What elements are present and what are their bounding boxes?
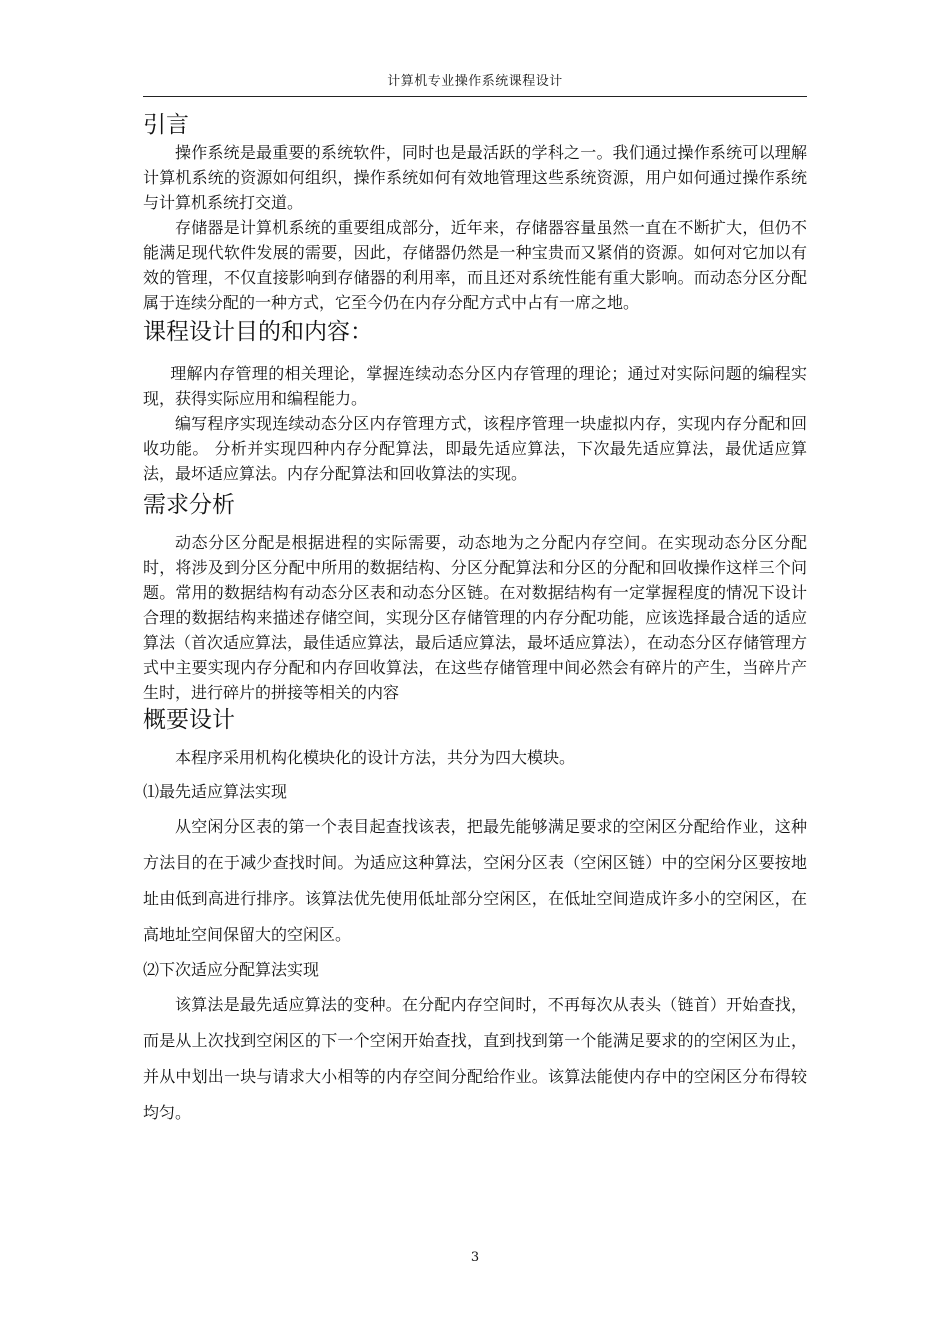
- page-header-title: 计算机专业操作系统课程设计: [387, 74, 563, 89]
- design-paragraph-1: 本程序采用机构化模块化的设计方法，共分为四大模块。: [175, 748, 576, 767]
- heading-goal: 课程设计目的和内容：: [143, 319, 373, 345]
- goal-paragraph-2: 编写程序实现连续动态分区内存管理方式，该程序管理一块虚拟内存，实现内存分配和回收功能。 分析并实现四种内存分配算法，即最先适应算法，下次最先适应算法，最优适应算法，最坏适应算法。内存分配算法和回收算法的实现。: [143, 414, 807, 483]
- design-paragraph-3: 该算法是最先适应算法的变种。在分配内存空间时，不再每次从表头（链首）开始查找，而是从上次找到空闲区的下一个空闲开始查找，直到找到第一个能满足要求的的空闲区为止，并从中划出一块与请求大小相等的内存空间分配给作业。该算法能使内存中的空闲区分布得较均匀。: [143, 995, 807, 1122]
- header-divider: [143, 96, 807, 97]
- document-body: [143, 110, 807, 1131]
- requirements-paragraph: 动态分区分配是根据进程的实际需要，动态地为之分配内存空间。在实现动态分区分配时，将涉及到分区分配中所用的数据结构、分区分配算法和分区的分配和回收操作这样三个问题。常用的数据结构有动态分区表和动态分区链。在对数据结构有一定掌握程度的情况下设计合理的数据结构来描述存储空间，实现分区存储管理的内存分配功能，应该选择最合适的适应算法（首次适应算法，最佳适应算法，最后适应算法，最坏适应算法），在动态分区存储管理方式中主要实现内存分配和内存回收算法，在这些存储管理中间必然会有碎片的产生，当碎片产生时，进行碎片的拼接等相关的内容: [143, 533, 808, 702]
- heading-design: 概要设计: [143, 707, 235, 733]
- heading-requirements: 需求分析: [143, 492, 235, 518]
- page-number: 3: [470, 1250, 480, 1265]
- intro-paragraph-1: 操作系统是最重要的系统软件，同时也是最活跃的学科之一。我们通过操作系统可以理解计算机系统的资源如何组织，操作系统如何有效地管理这些系统资源，用户如何通过操作系统与计算机系统打交道。: [143, 143, 807, 212]
- intro-paragraph-2: 存储器是计算机系统的重要组成部分，近年来，存储器容量虽然一直在不断扩大，但仍不能满足现代软件发展的需要，因此，存储器仍然是一种宝贵而又紧俏的资源。如何对它加以有效的管理，不仅直接影响到存储器的利用率，而且还对系统性能有重大影响。而动态分区分配属于连续分配的一种方式，它至今仍在内存分配方式中占有一席之地。: [143, 218, 807, 312]
- design-paragraph-2: 从空闲分区表的第一个表目起查找该表，把最先能够满足要求的空闲区分配给作业，这种方法目的在于减少查找时间。为适应这种算法，空闲分区表（空闲区链）中的空闲分区要按地址由低到高进行排序。该算法优先使用低址部分空闲区，在低址空间造成许多小的空闲区，在高地址空间保留大的空闲区。: [143, 817, 807, 944]
- goal-paragraph-1: 理解内存管理的相关理论，掌握连续动态分区内存管理的理论；通过对实际问题的编程实现，获得实际应用和编程能力。: [143, 364, 807, 408]
- design-subheading-2: ⑵下次适应分配算法实现: [143, 960, 320, 979]
- design-subheading-1: ⑴最先适应算法实现: [143, 782, 288, 801]
- heading-intro: 引言: [143, 112, 189, 138]
